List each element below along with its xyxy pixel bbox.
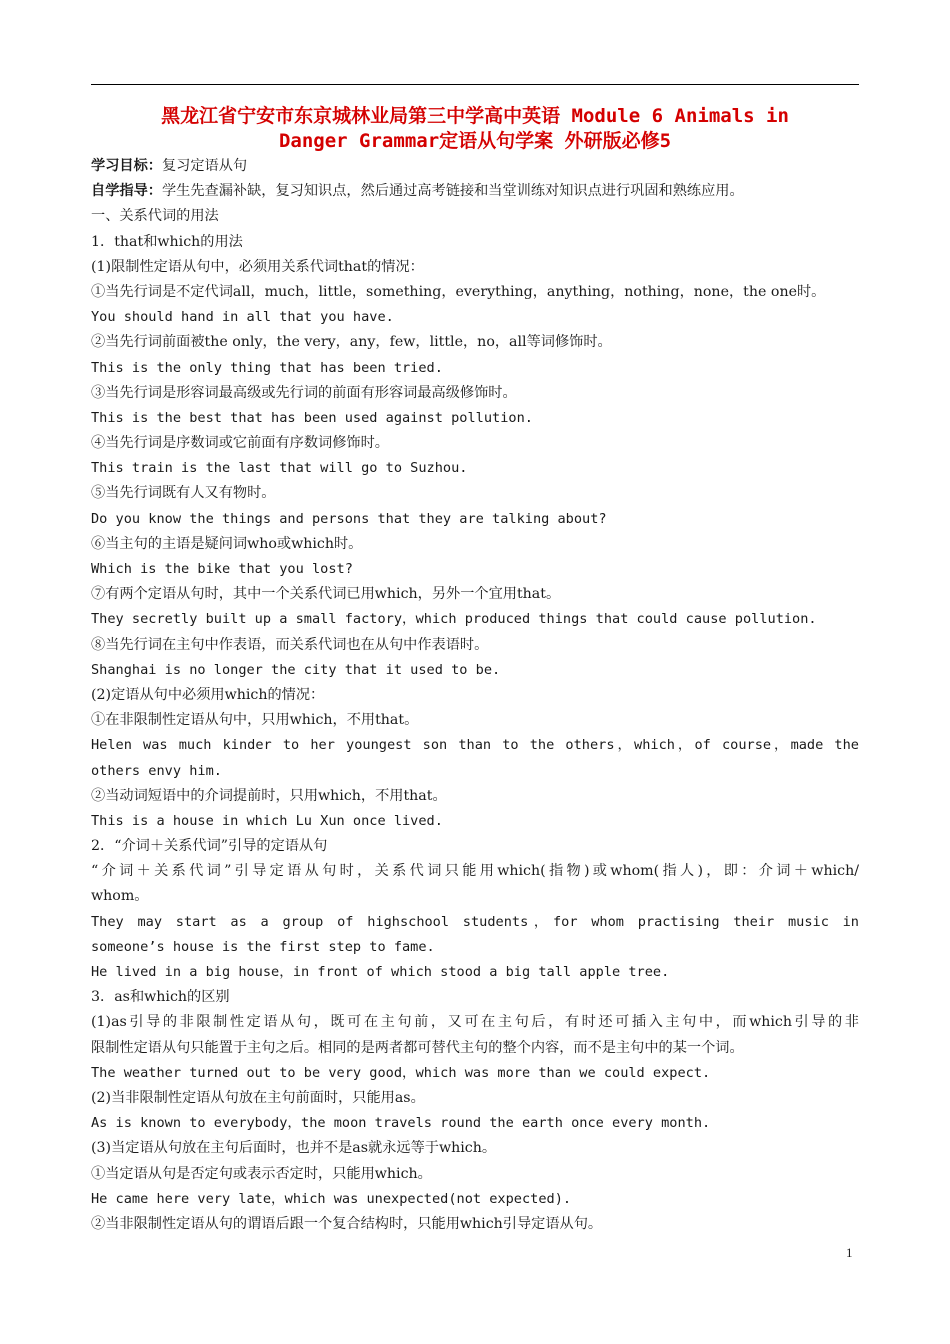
example-sentence: He lived in a big house，in front of which stood a big tall apple tree.	[91, 964, 670, 980]
title-line-1: 黑龙江省宁安市东京城林业局第三中学高中英语 Module 6 Animals in	[161, 105, 789, 127]
section-heading: 一、关系代词的用法	[91, 208, 219, 225]
header-rule	[91, 84, 859, 85]
guide-label: 自学指导：	[91, 183, 162, 200]
example-sentence: This is the only thing that has been tried.	[91, 359, 443, 376]
rule-heading: (1)限制性定语从句中，必须用关系代词that的情况：	[91, 258, 424, 275]
rule-item: ①当先行词是不定代词all，much，little，something，everything，anything，nothing，none，the one时。	[91, 283, 826, 300]
rule-item: ②当动词短语中的介词提前时，只用which，不用that。	[91, 787, 447, 804]
example-sentence: You should hand in all that you have.	[91, 309, 394, 326]
example-sentence: As is known to everybody，the moon travels round the earth once every month.	[91, 1115, 711, 1132]
subsection-heading: 3．as和which的区别	[91, 989, 230, 1006]
example-sentence: This train is the last that will go to Suzhou.	[91, 460, 468, 477]
example-sentence: They secretly built up a small factory，which produced things that could cause pollution.	[91, 611, 817, 628]
rule-item: ⑤当先行词既有人又有物时。	[91, 485, 276, 502]
example-sentence: Shanghai is no longer the city that it used to be.	[91, 661, 501, 678]
objective-text: 复习定语从句	[161, 158, 248, 174]
guide-text: 学生先查漏补缺，复习知识点，然后通过高考链接和当堂训练对知识点进行巩固和熟练应用。	[161, 183, 744, 200]
rule-item: ⑦有两个定语从句时，其中一个关系代词已用which，另外一个宜用that。	[91, 586, 561, 603]
example-sentence: Do you know the things and persons that they are talking about?	[91, 510, 607, 527]
example-sentence: Helen was much kinder to her youngest son than to the others，which，of course，made the	[91, 737, 859, 754]
subsection-heading: 1．that和which的用法	[91, 233, 243, 250]
explanation-text-continued: whom。	[91, 888, 149, 905]
example-sentence: This is a house in which Lu Xun once lived.	[91, 812, 443, 829]
guide-line	[91, 179, 859, 204]
rule-item: ⑥当主句的主语是疑问词who或which时。	[91, 535, 363, 552]
rule-item: ②当非限制性定语从句的谓语后跟一个复合结构时，只能用which引导定语从句。	[91, 1215, 603, 1232]
example-sentence: Which is the bike that you lost?	[91, 561, 353, 577]
explanation-text-continued: 限制性定语从句只能置于主句之后。相同的是两者都可替代主句的整个内容，而不是主句中的某一个词。	[91, 1039, 744, 1056]
example-sentence: They may start as a group of highschool students，for whom practising their music in	[91, 913, 859, 930]
example-sentence-continued: others envy him.	[91, 762, 222, 779]
objective-label: 学习目标：	[91, 158, 162, 174]
rule-heading: (3)当定语从句放在主句后面时，也并不是as就永远等于which。	[91, 1140, 497, 1157]
document-body	[91, 154, 859, 1237]
rule-item: ④当先行词是序数词或它前面有序数词修饰时。	[91, 435, 389, 452]
rule-item: ②当先行词前面被the only，the very，any，few，little，no，all等词修饰时。	[91, 334, 612, 351]
title-line-2: Danger Grammar定语从句学案 外研版必修5	[278, 130, 672, 152]
example-sentence: The weather turned out to be very good，which was more than we could expect.	[91, 1064, 711, 1081]
page-number: 1	[846, 1245, 853, 1260]
rule-item: ①当定语从句是否定句或表示否定时，只能用which。	[91, 1165, 432, 1182]
explanation-text: “介词＋关系代词”引导定语从句时，关系代词只能用which(指物)或whom(指人)，即：介词＋which/	[91, 863, 859, 880]
rule-item: ③当先行词是形容词最高级或先行词的前面有形容词最高级修饰时。	[91, 384, 517, 401]
explanation-text: (1)as引导的非限制性定语从句，既可在主句前，又可在主句后，有时还可插入主句中，而which引导的非	[91, 1014, 859, 1031]
example-sentence: This is the best that has been used against pollution.	[91, 409, 533, 426]
document-title	[91, 104, 859, 154]
rule-heading: (2)当非限制性定语从句放在主句前面时，只能用as。	[91, 1089, 425, 1106]
example-sentence-continued: someone’s house is the first step to fame.	[91, 938, 435, 955]
example-sentence: He came here very late，which was unexpected(not expected).	[91, 1190, 572, 1207]
subsection-heading: 2．“介词＋关系代词”引导的定语从句	[91, 838, 328, 855]
rule-item: ⑧当先行词在主句中作表语，而关系代词也在从句中作表语时。	[91, 636, 489, 653]
rule-item: ①在非限制性定语从句中，只用which，不用that。	[91, 712, 419, 729]
rule-heading: (2)定语从句中必须用which的情况：	[91, 686, 325, 703]
objective-line	[91, 154, 859, 179]
